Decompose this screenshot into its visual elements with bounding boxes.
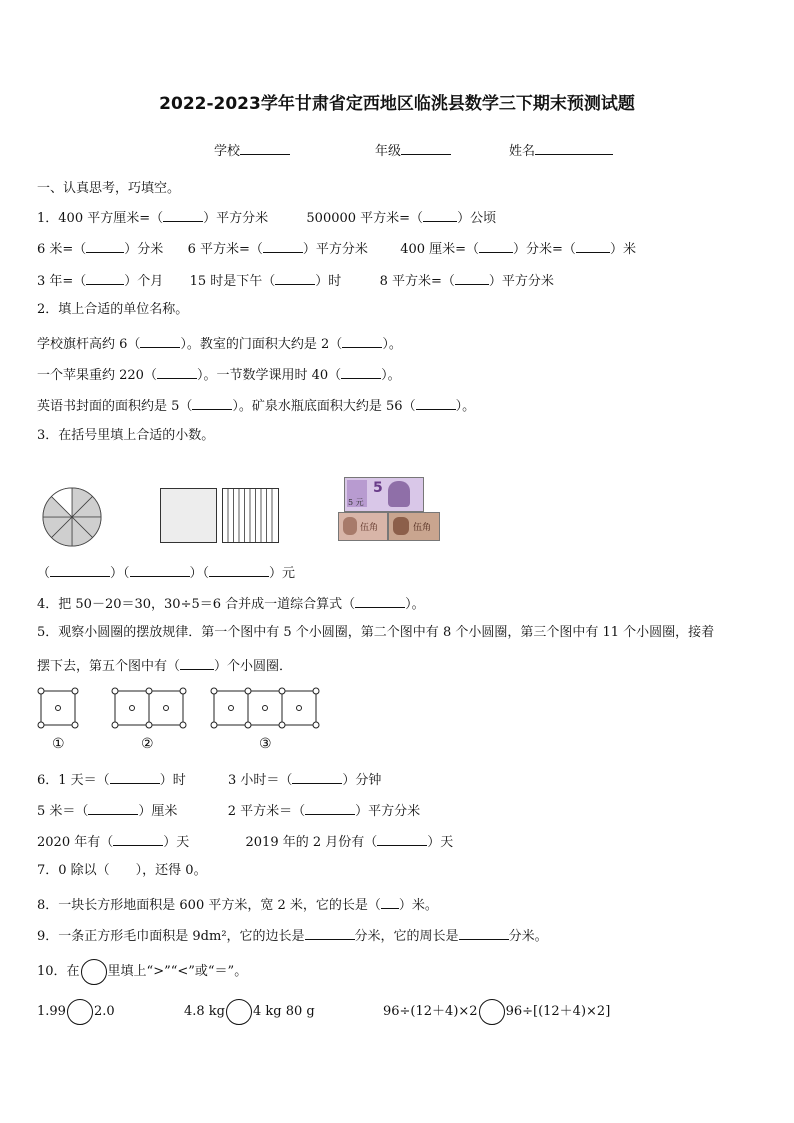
q8-line: 8．一块长方形地面积是 600 平方米，宽 2 米，它的长是（ ）米。 <box>37 895 438 914</box>
answer-blank[interactable] <box>479 239 513 253</box>
q5-line1: 5．观察小圆圈的摆放规律．第一个图中有 5 个小圆圈，第二个图中有 8 个小圆圈，第三个图中有 11 个小圆圈，接着 <box>37 625 715 640</box>
answer-circle[interactable] <box>67 999 93 1025</box>
q4-line: 4．把 50－20＝30，30÷5＝6 合并成一道综合算式（ ）。 <box>37 594 425 613</box>
q2-line1: 学校旗杆高约 6（ ）。教室的门面积大约是 2（ ）。 <box>37 334 402 353</box>
school-blank[interactable] <box>240 141 290 155</box>
answer-blank[interactable] <box>130 563 190 577</box>
answer-blank[interactable] <box>377 832 427 846</box>
grade-field[interactable] <box>375 141 451 160</box>
q3-title: 3．在括号里填上合适的小数。 <box>37 428 215 443</box>
q6-line1: 6．1 天＝（ ）时 3 小时＝（ ）分钟 <box>37 770 381 789</box>
q2-title: 2．填上合适的单位名称。 <box>37 302 189 317</box>
answer-blank[interactable] <box>157 365 197 379</box>
q7-line: 7．0 除以（ ），还得 0。 <box>37 863 207 878</box>
q10-expr-1: 1.99 2.0 <box>37 998 115 1026</box>
figure-label-3: ③ <box>259 736 272 752</box>
grade-label: 年级 <box>375 144 402 159</box>
pie-eighths-figure <box>40 485 104 549</box>
section-heading: 一、认真思考，巧填空。 <box>37 181 181 196</box>
answer-blank[interactable] <box>305 926 355 940</box>
answer-blank[interactable] <box>88 801 138 815</box>
answer-blank[interactable] <box>341 365 381 379</box>
striped-square-figure <box>222 488 280 544</box>
page-title: 2022-2023学年甘肃省定西地区临洮县数学三下期末预测试题 <box>159 94 635 114</box>
answer-blank[interactable] <box>305 801 355 815</box>
answer-circle[interactable] <box>226 999 252 1025</box>
five-jiao-note-right: 伍角 <box>388 512 440 541</box>
q6-line3: 2020 年有（ ）天 2019 年的 2 月份有（ ）天 <box>37 832 453 851</box>
figure-label-2: ② <box>141 736 154 752</box>
five-yuan-banknote: 5 5 元 <box>344 477 424 512</box>
answer-blank[interactable] <box>110 770 160 784</box>
answer-blank[interactable] <box>342 334 382 348</box>
name-label: 姓名 <box>509 144 536 159</box>
q1-line1: 1．400 平方厘米=（ ）平方分米 500000 平方米=（ ）公顷 <box>37 208 496 227</box>
answer-blank[interactable] <box>50 563 110 577</box>
answer-blank[interactable] <box>355 594 405 608</box>
answer-blank[interactable] <box>381 895 399 909</box>
school-field[interactable] <box>214 141 290 160</box>
name-field[interactable] <box>509 141 613 160</box>
q10-line: 10．在 里填上“>”“<”或“＝”。 <box>37 958 247 986</box>
answer-blank[interactable] <box>423 208 457 222</box>
answer-blank[interactable] <box>455 271 489 285</box>
q3-answers: （ ）（ ）（ ）元 <box>37 563 295 582</box>
q2-line3: 英语书封面的面积约是 5（ ）。矿泉水瓶底面积大约是 56（ ）。 <box>37 396 475 415</box>
q5-line2: 摆下去，第五个图中有（ ）个小圆圈． <box>37 656 292 675</box>
answer-blank[interactable] <box>292 770 342 784</box>
answer-blank[interactable] <box>163 208 203 222</box>
answer-blank[interactable] <box>263 239 303 253</box>
answer-blank[interactable] <box>576 239 610 253</box>
q9-line: 9．一条正方形毛巾面积是 9dm²，它的边长是 分米，它的周长是 分米。 <box>37 926 548 945</box>
name-blank[interactable] <box>535 141 613 155</box>
q1-line2: 6 米=（ ）分米 6 平方米=（ ）平方分米 400 厘米=（ ）分米=（ ）米 <box>37 239 636 258</box>
answer-blank[interactable] <box>459 926 509 940</box>
answer-blank[interactable] <box>86 271 124 285</box>
circle-pattern-figures <box>36 686 326 732</box>
answer-circle[interactable] <box>479 999 505 1025</box>
q6-line2: 5 米＝（ ）厘米 2 平方米＝（ ）平方分米 <box>37 801 420 820</box>
q10-expr-3: 96÷(12＋4)×2 96÷[(12＋4)×2] <box>383 998 610 1026</box>
shaded-square-figure <box>160 488 218 544</box>
answer-blank[interactable] <box>275 271 315 285</box>
school-label: 学校 <box>214 144 241 159</box>
answer-blank[interactable] <box>140 334 180 348</box>
q10-expr-2: 4.8 kg 4 kg 80 g <box>184 998 315 1026</box>
q2-line2: 一个苹果重约 220（ ）。一节数学课用时 40（ ）。 <box>37 365 401 384</box>
figure-label-1: ① <box>52 736 65 752</box>
q1-line3: 3 年=（ ）个月 15 时是下午（ ）时 8 平方米=（ ）平方分米 <box>37 271 554 290</box>
compare-circle-icon <box>81 959 107 985</box>
answer-blank[interactable] <box>209 563 269 577</box>
answer-blank[interactable] <box>180 656 214 670</box>
answer-blank[interactable] <box>113 832 163 846</box>
answer-blank[interactable] <box>192 396 232 410</box>
grade-blank[interactable] <box>401 141 451 155</box>
answer-blank[interactable] <box>86 239 124 253</box>
five-jiao-note-left: 伍角 <box>338 512 388 541</box>
answer-blank[interactable] <box>416 396 456 410</box>
